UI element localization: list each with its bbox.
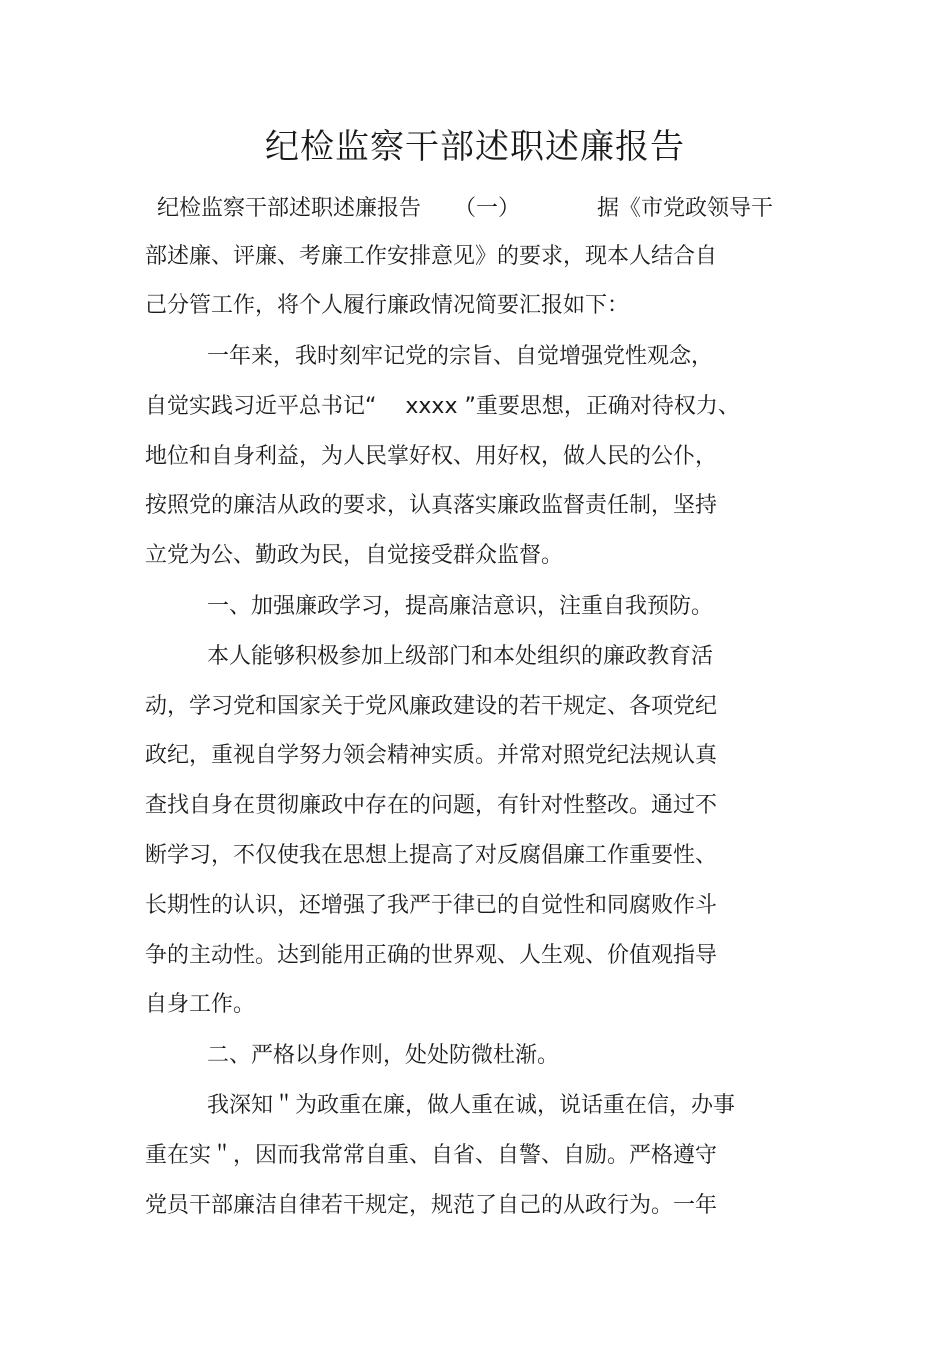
body-line: 自觉实践习近平总书记“ xxxx ”重要思想，正确对待权力、 [145, 394, 740, 419]
paragraph-start-line: 本人能够积极参加上级部门和本处组织的廉政教育活 [207, 644, 714, 669]
body-line: 政纪，重视自学努力领会精神实质。并常对照党纪法规认真 [145, 743, 718, 768]
body-line: 纪检监察干部述职述廉报告 （一） 据《市党政领导干 [157, 196, 774, 221]
paragraph-start-line: 我深知＂为政重在廉，做人重在诚，说话重在信，办事 [207, 1093, 736, 1118]
body-line: 争的主动性。达到能用正确的世界观、人生观、价值观指导 [145, 943, 718, 968]
body-line: 按照党的廉洁从政的要求，认真落实廉政监督责任制，坚持 [145, 493, 718, 518]
paragraph-start-line: 一年来，我时刻牢记党的宗旨、自觉增强党性观念， [207, 344, 714, 369]
body-line: 重在实＂，因而我常常自重、自省、自警、自励。严格遵守 [145, 1143, 718, 1168]
body-line: 己分管工作，将个人履行廉政情况简要汇报如下： [145, 293, 630, 318]
body-line: 立党为公、勤政为民，自觉接受群众监督。 [145, 543, 564, 568]
body-line: 地位和自身利益，为人民掌好权、用好权，做人民的公仆， [145, 444, 718, 469]
section-heading-2: 二、严格以身作则，处处防微杜渐。 [207, 1043, 560, 1068]
body-line: 查找自身在贯彻廉政中存在的问题，有针对性整改。通过不 [145, 793, 718, 818]
section-heading-1: 一、加强廉政学习，提高廉洁意识，注重自我预防。 [207, 594, 714, 619]
body-line: 长期性的认识，还增强了我严于律已的自觉性和同腐败作斗 [145, 893, 718, 918]
body-line: 自身工作。 [145, 992, 256, 1017]
body-line: 断学习，不仅使我在思想上提高了对反腐倡廉工作重要性、 [145, 843, 718, 868]
document-title: 纪检监察干部述职述廉报告 [265, 127, 685, 167]
body-line: 党员干部廉洁自律若干规定，规范了自己的从政行为。一年 [145, 1193, 718, 1218]
body-line: 部述廉、评廉、考廉工作安排意见》的要求，现本人结合自 [145, 244, 718, 269]
body-line: 动，学习党和国家关于党风廉政建设的若干规定、各项党纪 [145, 694, 718, 719]
